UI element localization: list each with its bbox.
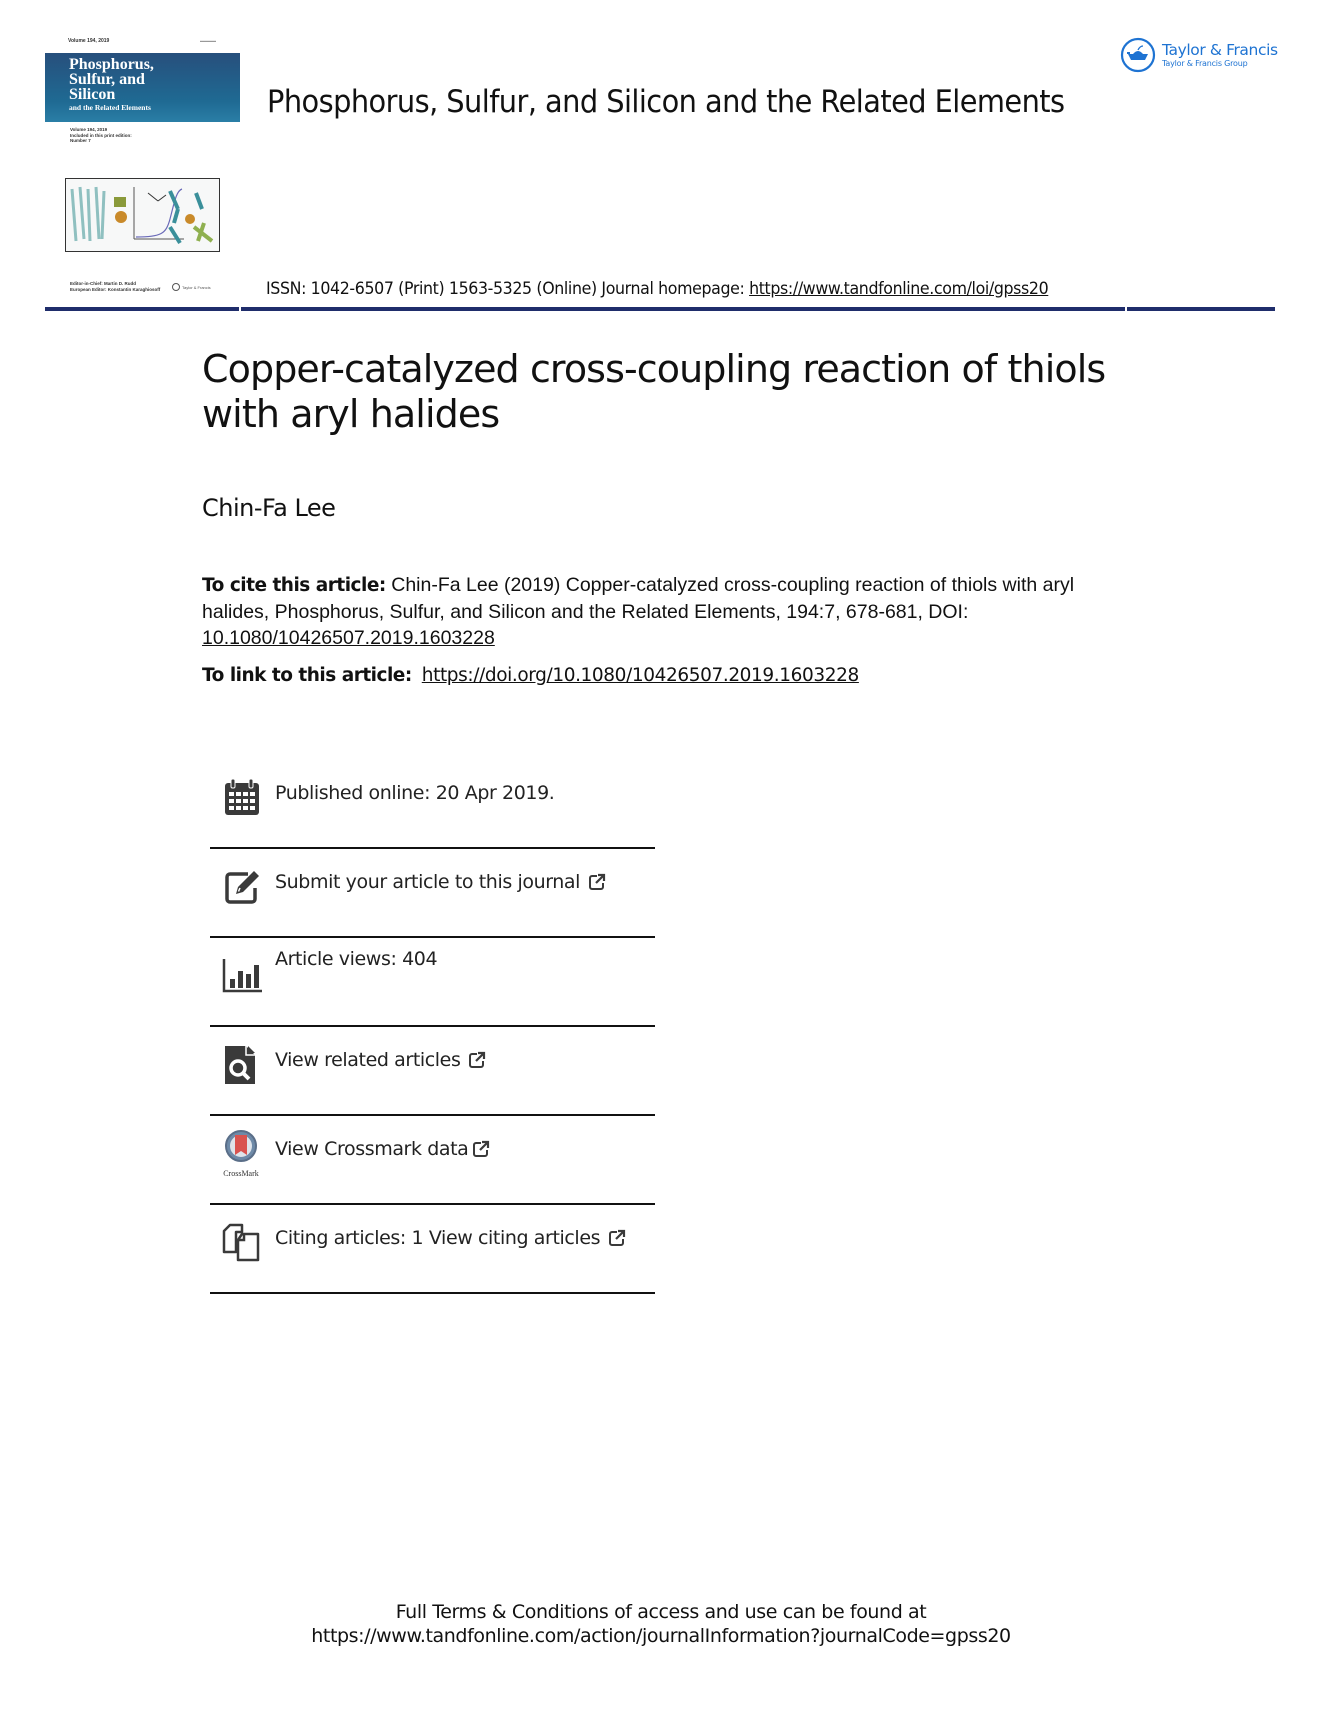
cover-meta-line: Volume 194, 2019 bbox=[70, 127, 108, 132]
external-link-icon bbox=[588, 873, 606, 891]
document-search-icon bbox=[222, 1044, 262, 1084]
cover-volume-label: Volume 194, 2019 bbox=[68, 38, 110, 44]
terms-url[interactable]: https://www.tandfonline.com/action/journalInformation?journalCode=gpss20 bbox=[311, 1625, 1011, 1647]
cover-publisher-mini bbox=[172, 283, 211, 291]
terms-line: Full Terms & Conditions of access and use can be found at bbox=[395, 1601, 927, 1623]
info-label: Published online: 20 Apr 2019. bbox=[275, 782, 555, 804]
info-crossmark[interactable] bbox=[210, 1116, 655, 1205]
external-link-icon bbox=[472, 1140, 490, 1158]
crossmark-badge-icon bbox=[216, 1128, 266, 1168]
cover-editor-line: Editor-in-Chief: Martin D. Rudd bbox=[70, 281, 136, 286]
edit-icon bbox=[222, 866, 262, 906]
terms-footer bbox=[0, 1600, 1322, 1648]
cover-figure-image bbox=[65, 178, 220, 252]
cover-meta bbox=[70, 127, 132, 144]
bar-chart-icon bbox=[222, 955, 262, 995]
cite-text: Chin-Fa Lee (2019) Copper-catalyzed cross-coupling reaction of thiols with aryl halides, Phosphorus, Sulfur, and Silicon and the Related Elements, 194:7, 678-681, DOI: bbox=[202, 574, 1075, 623]
info-label: Article views: 404 bbox=[275, 948, 438, 970]
header-rule-left bbox=[45, 307, 239, 311]
cover-title-line: Silicon bbox=[69, 86, 116, 103]
calendar-icon bbox=[222, 777, 262, 817]
article-info-list bbox=[210, 760, 655, 1294]
cover-meta-line: Included in this print edition: bbox=[70, 132, 132, 138]
author-name: Chin-Fa Lee bbox=[202, 494, 336, 522]
info-label[interactable]: Citing articles: 1 View citing articles bbox=[275, 1227, 601, 1249]
header-rule-right bbox=[1127, 307, 1275, 311]
link-label: To link to this article: bbox=[202, 665, 412, 686]
journal-cover-band bbox=[45, 53, 240, 122]
publisher-mini-icon bbox=[172, 283, 180, 291]
cover-editors bbox=[70, 281, 160, 293]
info-article-views bbox=[210, 938, 655, 1027]
journal-title: Phosphorus, Sulfur, and Silicon and the Related Elements bbox=[267, 84, 1065, 120]
info-published-online bbox=[210, 760, 655, 849]
article-title: Copper-catalyzed cross-coupling reaction of thiols with aryl halides bbox=[202, 347, 1106, 436]
cover-meta-line: Number 7 bbox=[70, 138, 91, 143]
issn-line bbox=[266, 279, 1048, 299]
copy-documents-icon bbox=[222, 1222, 262, 1262]
info-related-articles[interactable] bbox=[210, 1027, 655, 1116]
cover-figure-illustration bbox=[66, 179, 218, 250]
cover-subtitle: and the Related Elements bbox=[69, 103, 151, 112]
header-rule-middle bbox=[241, 307, 1125, 311]
lamp-logo-icon bbox=[1120, 37, 1156, 73]
info-label[interactable]: View Crossmark data bbox=[275, 1138, 469, 1160]
info-label[interactable]: View related articles bbox=[275, 1049, 461, 1071]
info-citing-articles[interactable] bbox=[210, 1205, 655, 1294]
journal-homepage-link[interactable]: https://www.tandfonline.com/loi/gpss20 bbox=[749, 279, 1049, 299]
external-link-icon bbox=[468, 1051, 486, 1069]
issn-text: ISSN: 1042-6507 (Print) 1563-5325 (Online) Journal homepage: bbox=[266, 279, 750, 299]
cover-title-line: Sulfur, and bbox=[69, 71, 145, 88]
info-submit-article[interactable] bbox=[210, 849, 655, 938]
cover-title-line: Phosphorus, bbox=[69, 56, 154, 73]
cover-issn-mini: ▬▬▬▬ bbox=[200, 38, 216, 43]
publisher-logo[interactable] bbox=[1120, 37, 1278, 73]
crossmark-icon bbox=[216, 1128, 266, 1178]
cover-editor-line: European Editor: Konstantin Karaghiosoff bbox=[70, 287, 161, 292]
publisher-group: Taylor & Francis Group bbox=[1162, 59, 1248, 68]
external-link-icon bbox=[608, 1229, 626, 1247]
cite-label: To cite this article: bbox=[202, 575, 386, 596]
info-label[interactable]: Submit your article to this journal bbox=[275, 871, 581, 893]
crossmark-caption: CrossMark bbox=[223, 1169, 259, 1178]
citation-block bbox=[202, 572, 1122, 651]
publisher-name: Taylor & Francis bbox=[1162, 41, 1278, 59]
article-doi-url[interactable]: https://doi.org/10.1080/10426507.2019.1603228 bbox=[421, 665, 859, 686]
cover-publisher-mini-label: Taylor & Francis bbox=[182, 284, 211, 290]
article-link-line bbox=[202, 664, 859, 687]
cite-doi-link[interactable]: 10.1080/10426507.2019.1603228 bbox=[202, 627, 495, 649]
